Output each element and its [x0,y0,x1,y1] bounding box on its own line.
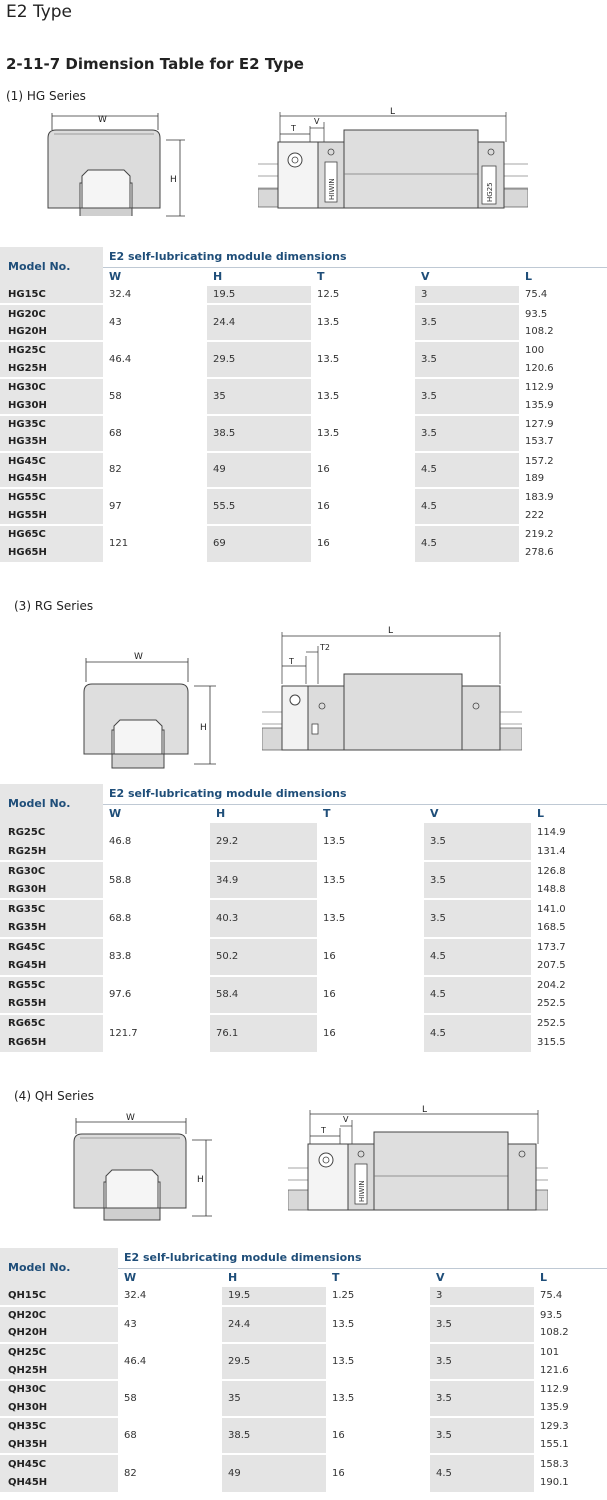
hg-side-view-diagram [258,104,528,234]
hg-w-label: W [98,115,107,125]
h-cell: 29.5 [222,1343,326,1380]
table-row [0,341,607,359]
l-cell: 315.5 [531,1033,607,1052]
model-cell: RG25H [0,842,103,861]
v-cell: 3.5 [430,1343,534,1380]
model-cell: QH25H [0,1361,118,1380]
table-row [0,452,607,470]
h-cell: 24.4 [207,304,311,341]
qh-col-w: W [118,1268,222,1287]
hg-col-t: T [311,267,415,286]
v-cell: 4.5 [415,488,519,525]
model-cell: RG35H [0,918,103,937]
v-cell: 4.5 [424,938,531,976]
rg-col-l: L [531,804,607,823]
l-cell: 158.3 [534,1454,607,1473]
qh-group-header: E2 self-lubricating module dimensions [118,1248,607,1268]
model-cell: RG55C [0,976,103,995]
section-title: 2-11-7 Dimension Table for E2 Type [6,55,304,73]
table-row [0,1454,607,1473]
model-cell: QH35C [0,1417,118,1436]
model-cell: HG25C [0,341,103,359]
model-cell: RG30C [0,861,103,880]
rg-model-header: Model No. [0,784,103,823]
l-cell: 93.5 [534,1306,607,1325]
t-cell: 1.25 [326,1287,430,1306]
l-cell: 252.5 [531,1014,607,1033]
l-cell: 112.9 [519,378,607,396]
h-cell: 19.5 [222,1287,326,1306]
w-cell: 68 [103,415,207,452]
qh-dimension-table [0,1248,607,1492]
rg-t-label: T [289,657,294,666]
hg-h-label: H [170,175,177,185]
v-cell: 3.5 [424,823,531,861]
l-cell: 168.5 [531,918,607,937]
l-cell: 93.5 [519,304,607,322]
l-cell: 100 [519,341,607,359]
table-row [0,1343,607,1362]
hg-col-v: V [415,267,519,286]
l-cell: 183.9 [519,488,607,506]
h-cell: 69 [207,525,311,562]
model-cell: HG15C [0,286,103,304]
h-cell: 58.4 [210,976,317,1014]
model-cell: RG55H [0,995,103,1014]
l-cell: 222 [519,507,607,525]
h-cell: 38.5 [222,1417,326,1454]
h-cell: 49 [222,1454,326,1491]
hg-l-label: L [390,107,396,117]
v-cell: 3 [415,286,519,304]
table-row [0,378,607,396]
model-cell: QH25C [0,1343,118,1362]
hg-series-label: (1) HG Series [6,89,86,103]
qh-l-label: L [422,1105,428,1115]
l-cell: 189 [519,470,607,488]
w-cell: 97 [103,488,207,525]
model-cell: RG25C [0,823,103,842]
h-cell: 49 [207,452,311,489]
h-cell: 76.1 [210,1014,317,1052]
t-cell: 13.5 [311,378,415,415]
hg-dimension-table [0,247,607,562]
table-row [0,1287,607,1306]
qh-series-label: (4) QH Series [14,1089,94,1103]
v-cell: 4.5 [430,1454,534,1491]
table-row [0,823,607,842]
model-cell: HG30H [0,396,103,414]
hg-col-w: W [103,267,207,286]
t-cell: 16 [317,1014,424,1052]
model-cell: HG30C [0,378,103,396]
hg-front-view-diagram [40,108,190,228]
l-cell: 127.9 [519,415,607,433]
model-cell: HG20H [0,323,103,341]
model-cell: RG65H [0,1033,103,1052]
t-cell: 16 [311,452,415,489]
qh-col-v: V [430,1268,534,1287]
t-cell: 13.5 [326,1306,430,1343]
l-cell: 157.2 [519,452,607,470]
w-cell: 121 [103,525,207,562]
l-cell: 114.9 [531,823,607,842]
table-row [0,1014,607,1033]
t-cell: 13.5 [311,341,415,378]
model-cell: RG45C [0,938,103,957]
hg-block-text: HG25 [486,182,494,202]
model-cell: RG65C [0,1014,103,1033]
w-cell: 43 [118,1306,222,1343]
t-cell: 12.5 [311,286,415,304]
w-cell: 58.8 [103,861,210,899]
t-cell: 16 [311,525,415,562]
model-cell: QH20C [0,1306,118,1325]
rg-h-label: H [200,723,207,733]
model-cell: HG45C [0,452,103,470]
v-cell: 3.5 [415,341,519,378]
l-cell: 75.4 [519,286,607,304]
model-cell: HG35H [0,433,103,451]
page-title: E2 Type [6,2,73,22]
qh-w-label: W [126,1113,135,1123]
t-cell: 13.5 [317,823,424,861]
qh-brand-label: HIWIN [358,1180,366,1202]
v-cell: 4.5 [415,452,519,489]
l-cell: 121.6 [534,1361,607,1380]
rg-col-v: V [424,804,531,823]
model-cell: QH45C [0,1454,118,1473]
t-cell: 13.5 [311,304,415,341]
w-cell: 82 [103,452,207,489]
table-row [0,1306,607,1325]
h-cell: 34.9 [210,861,317,899]
hg-brand-label: HIWIN [328,178,336,200]
model-cell: QH30C [0,1380,118,1399]
model-cell: HG35C [0,415,103,433]
qh-front-view-diagram [66,1108,216,1228]
model-cell: HG55H [0,507,103,525]
qh-col-h: H [222,1268,326,1287]
w-cell: 32.4 [103,286,207,304]
w-cell: 58 [103,378,207,415]
l-cell: 207.5 [531,957,607,976]
qh-model-header: Model No. [0,1248,118,1287]
v-cell: 4.5 [424,1014,531,1052]
model-cell: QH35H [0,1436,118,1455]
h-cell: 50.2 [210,938,317,976]
rg-l-label: L [388,626,394,636]
rg-w-label: W [134,652,143,662]
v-cell: 3.5 [430,1417,534,1454]
w-cell: 97.6 [103,976,210,1014]
table-row [0,861,607,880]
rg-col-t: T [317,804,424,823]
l-cell: 141.0 [531,899,607,918]
h-cell: 40.3 [210,899,317,937]
v-cell: 3.5 [430,1306,534,1343]
t-cell: 16 [326,1454,430,1491]
t-cell: 13.5 [326,1380,430,1417]
model-cell: HG65H [0,543,103,561]
h-cell: 38.5 [207,415,311,452]
v-cell: 4.5 [424,976,531,1014]
l-cell: 135.9 [519,396,607,414]
model-cell: RG35C [0,899,103,918]
l-cell: 108.2 [519,323,607,341]
l-cell: 112.9 [534,1380,607,1399]
h-cell: 29.2 [210,823,317,861]
l-cell: 148.8 [531,880,607,899]
qh-v-label: V [343,1115,349,1124]
model-cell: HG65C [0,525,103,543]
table-row [0,1417,607,1436]
hg-col-h: H [207,267,311,286]
l-cell: 190.1 [534,1473,607,1492]
w-cell: 83.8 [103,938,210,976]
w-cell: 68.8 [103,899,210,937]
model-cell: QH20H [0,1324,118,1343]
w-cell: 46.8 [103,823,210,861]
t-cell: 13.5 [317,899,424,937]
model-cell: HG45H [0,470,103,488]
model-cell: RG45H [0,957,103,976]
t-cell: 13.5 [311,415,415,452]
w-cell: 58 [118,1380,222,1417]
rg-group-header: E2 self-lubricating module dimensions [103,784,607,804]
l-cell: 153.7 [519,433,607,451]
hg-t-label: T [291,124,296,133]
l-cell: 155.1 [534,1436,607,1455]
l-cell: 252.5 [531,995,607,1014]
table-row [0,525,607,543]
l-cell: 101 [534,1343,607,1362]
h-cell: 24.4 [222,1306,326,1343]
model-cell: HG55C [0,488,103,506]
w-cell: 46.4 [103,341,207,378]
table-row [0,976,607,995]
rg-col-h: H [210,804,317,823]
l-cell: 126.8 [531,861,607,880]
l-cell: 129.3 [534,1417,607,1436]
l-cell: 278.6 [519,543,607,561]
v-cell: 4.5 [415,525,519,562]
l-cell: 173.7 [531,938,607,957]
t-cell: 13.5 [317,861,424,899]
h-cell: 29.5 [207,341,311,378]
table-row [0,938,607,957]
w-cell: 43 [103,304,207,341]
hg-col-l: L [519,267,607,286]
l-cell: 131.4 [531,842,607,861]
v-cell: 3.5 [415,304,519,341]
t-cell: 16 [317,976,424,1014]
l-cell: 135.9 [534,1399,607,1418]
table-row [0,488,607,506]
l-cell: 75.4 [534,1287,607,1306]
v-cell: 3.5 [424,899,531,937]
table-row [0,286,607,304]
qh-col-l: L [534,1268,607,1287]
table-row [0,304,607,322]
qh-t-label: T [321,1126,326,1135]
h-cell: 19.5 [207,286,311,304]
hg-v-label: V [314,117,320,126]
model-cell: QH15C [0,1287,118,1306]
l-cell: 108.2 [534,1324,607,1343]
v-cell: 3.5 [415,415,519,452]
table-row [0,415,607,433]
rg-t2-label: T2 [320,643,330,652]
w-cell: 32.4 [118,1287,222,1306]
h-cell: 35 [222,1380,326,1417]
model-cell: HG20C [0,304,103,322]
v-cell: 3 [430,1287,534,1306]
l-cell: 204.2 [531,976,607,995]
qh-h-label: H [197,1175,204,1185]
w-cell: 46.4 [118,1343,222,1380]
h-cell: 55.5 [207,488,311,525]
hg-group-header: E2 self-lubricating module dimensions [103,247,607,267]
t-cell: 16 [311,488,415,525]
rg-col-w: W [103,804,210,823]
hg-model-header: Model No. [0,247,103,286]
v-cell: 3.5 [415,378,519,415]
w-cell: 82 [118,1454,222,1491]
rg-dimension-table [0,784,607,1052]
model-cell: QH45H [0,1473,118,1492]
l-cell: 219.2 [519,525,607,543]
rg-front-view-diagram [76,648,226,773]
rg-series-label: (3) RG Series [14,599,94,613]
model-cell: RG30H [0,880,103,899]
h-cell: 35 [207,378,311,415]
t-cell: 16 [326,1417,430,1454]
w-cell: 68 [118,1417,222,1454]
rg-side-view-diagram [262,624,522,764]
l-cell: 120.6 [519,360,607,378]
t-cell: 13.5 [326,1343,430,1380]
table-row [0,899,607,918]
model-cell: HG25H [0,360,103,378]
qh-col-t: T [326,1268,430,1287]
qh-side-view-diagram [288,1102,548,1232]
w-cell: 121.7 [103,1014,210,1052]
model-cell: QH30H [0,1399,118,1418]
table-row [0,1380,607,1399]
t-cell: 16 [317,938,424,976]
v-cell: 3.5 [424,861,531,899]
v-cell: 3.5 [430,1380,534,1417]
